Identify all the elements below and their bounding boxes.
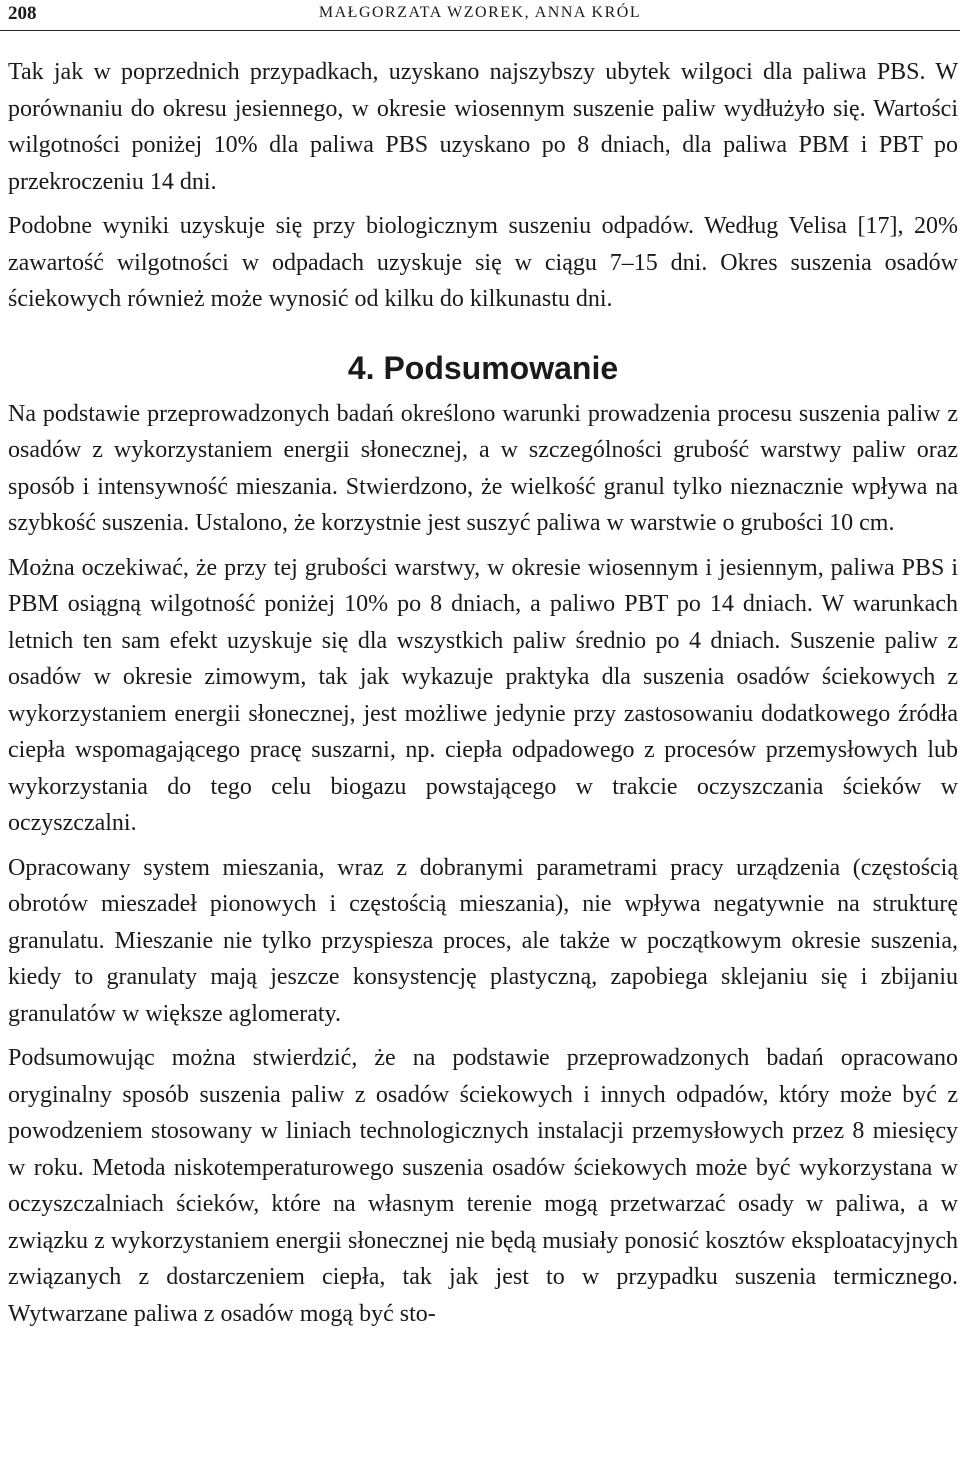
paragraph: Opracowany system mieszania, wraz z dobranymi parametrami pracy urządzenia (częstością obrotów mieszadeł pionowych i częstością mieszania), nie wpływa negatywnie na strukturę granulatu. Mieszanie nie tylko przyspiesza proces, ale także w początkowym okresie suszenia, kiedy to granulaty mają jeszcze konsystencję plastyczną, zapobiega sklejaniu się i zbijaniu granulatów w większe aglomeraty.	[8, 854, 958, 1027]
paragraph: Podobne wyniki uzyskuje się przy biologicznym suszeniu odpadów. Według Velisa [17], 20% zawartość wilgotności w odpadach uzyskuje się w ciągu 7–15 dni. Okres suszenia osadów ściekowych również może wynosić od kilku do kilkunastu dni.	[8, 213, 958, 312]
section-heading: 4. Podsumowanie	[347, 349, 619, 386]
page-header	[0, 0, 960, 31]
paragraph: Tak jak w poprzednich przypadkach, uzyskano najszybszy ubytek wilgoci dla paliwa PBS. W porównaniu do okresu jesiennego, w okresie wiosennym suszenie paliw wydłużyło się. Wartości wilgotności poniżej 10% dla paliwa PBS uzyskano po 8 dniach, dla paliwa PBM i PBT po przekroczeniu 14 dni.	[8, 59, 958, 195]
body-text	[8, 54, 958, 1332]
paragraph: Podsumowując można stwierdzić, że na podstawie przeprowadzonych badań opracowano oryginalny sposób suszenia paliw z osadów ściekowych i innych odpadów, który może być z powodzeniem stosowany w liniach technologicznych instalacji przemysłowych przez 8 miesięcy w roku. Metoda niskotemperaturowego suszenia osadów ściekowych może być wykorzystana w oczyszczalniach ścieków, które na własnym terenie mogą przetwarzać osady w paliwa, a w związku z wykorzystaniem energii słonecznej nie będą musiały ponosić kosztów eksploatacyjnych związanych z dostarczeniem ciepła, tak jak jest to w przypadku suszenia termicznego. Wytwarzane paliwa z osadów mogą być sto-	[8, 1045, 958, 1327]
page-number: 208	[8, 3, 37, 24]
paragraph: Na podstawie przeprowadzonych badań określono warunki prowadzenia procesu suszenia paliw z osadów z wykorzystaniem energii słonecznej, a w szczególności grubość warstwy paliw oraz sposób i intensywność mieszania. Stwierdzono, że wielkość granul tylko nieznacznie wpływa na szybkość suszenia. Ustalono, że korzystnie jest suszyć paliwa w warstwie o grubości 10 cm.	[8, 400, 958, 536]
paragraph: Można oczekiwać, że przy tej grubości warstwy, w okresie wiosennym i jesiennym, paliwa PBS i PBM osiągną wilgotność poniżej 10% po 8 dniach, a paliwo PBT po 14 dniach. W warunkach letnich ten sam efekt uzyskuje się dla wszystkich paliw średnio po 4 dniach. Suszenie paliw z osadów w okresie zimowym, tak jak wykazuje praktyka dla suszenia osadów ściekowych z wykorzystaniem energii słonecznej, jest możliwe jedynie przy zastosowaniu dodatkowego źródła ciepła wspomagającego pracę suszarni, np. ciepła odpadowego z procesów przemysłowych lub wykorzystania do tego celu biogazu powstającego w trakcie oczyszczania ścieków w oczyszczalni.	[8, 554, 958, 836]
running-head: MAŁGORZATA WZOREK, ANNA KRÓL	[318, 4, 642, 21]
